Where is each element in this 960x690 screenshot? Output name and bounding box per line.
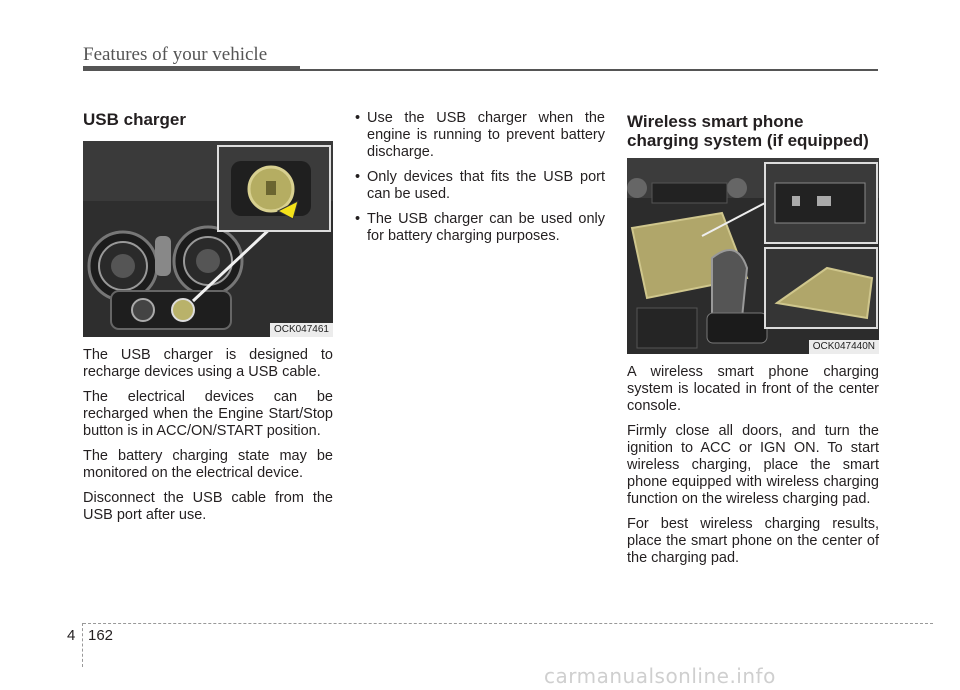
usb-paragraph: The electrical devices can be recharged when the Engine Start/Stop button is in ACC/ON/START position.	[83, 389, 333, 439]
footer-divider	[82, 623, 83, 667]
footer-rule	[83, 623, 933, 624]
watermark: carmanualsonline.info	[544, 664, 776, 688]
usb-paragraph: Disconnect the USB cable from the USB port after use.	[83, 490, 333, 523]
figure-caption: OCK047461	[270, 323, 333, 337]
page-number: 162	[88, 627, 114, 644]
air-vent-left	[89, 232, 157, 300]
wireless-charging-heading: Wireless smart phone charging system (if equipped)	[627, 112, 869, 150]
chapter-number: 4	[67, 627, 76, 644]
header-rule-thin	[300, 69, 878, 71]
column-right	[627, 110, 879, 575]
usb-paragraph: The USB charger is designed to recharge devices using a USB cable.	[83, 347, 333, 380]
header-rule-thick	[83, 66, 300, 71]
wireless-charging-illustration	[627, 158, 879, 354]
wireless-paragraph: A wireless smart phone charging system is located in front of the center console.	[627, 364, 879, 414]
wireless-paragraph: Firmly close all doors, and turn the ignition to ACC or IGN ON. To start wireless charging, place the smart phone equipped with wireless charging function on the wireless charging pad.	[627, 423, 879, 507]
column-left	[83, 110, 333, 532]
usb-bullet-list	[355, 110, 605, 245]
usb-bullet-item: • The USB charger can be used only for battery charging purposes.	[355, 211, 605, 245]
usb-paragraph: The battery charging state may be monitored on the electrical device.	[83, 448, 333, 481]
wireless-paragraph: For best wireless charging results, place the smart phone on the center of the charging pad.	[627, 516, 879, 566]
air-vent-right	[174, 227, 242, 295]
usb-bullet-item: • Only devices that fits the USB port can be used.	[355, 169, 605, 203]
usb-charger-illustration	[83, 141, 333, 337]
usb-charger-heading: USB charger	[83, 110, 186, 129]
usb-bullet-item: • Use the USB charger when the engine is running to prevent battery discharge.	[355, 110, 605, 161]
wireless-charging-figure	[627, 158, 879, 354]
page-header-title: Features of your vehicle	[83, 44, 268, 65]
column-middle	[355, 110, 605, 253]
figure-caption: OCK047440N	[809, 340, 879, 354]
usb-charger-figure	[83, 141, 333, 337]
